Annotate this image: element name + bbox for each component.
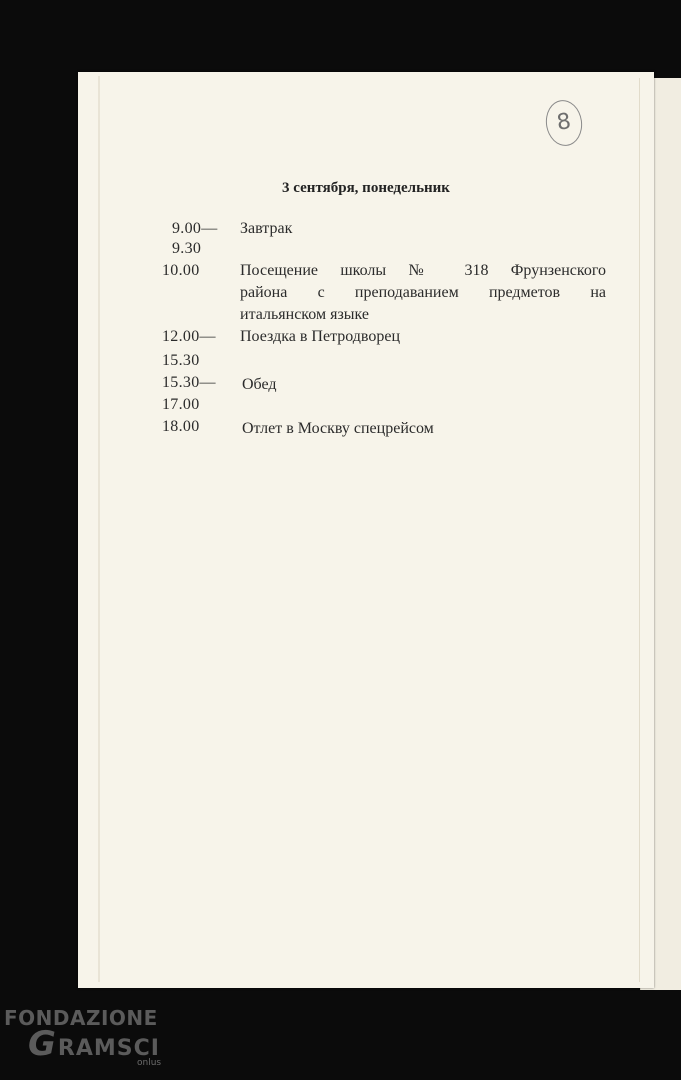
schedule-activity: Обед — [242, 376, 277, 393]
page-heading: 3 сентября, понедельник — [282, 180, 450, 196]
logo-line-1: FONDAZIONE — [4, 1006, 158, 1030]
page-fold — [98, 76, 100, 982]
fondazione-gramsci-logo — [4, 1006, 162, 1068]
schedule-time-start: 9.00— — [172, 220, 218, 237]
schedule-activity: Отлет в Москву спецрейсом — [242, 420, 434, 437]
page-edge — [639, 78, 640, 982]
schedule-activity: Завтрак — [240, 220, 293, 237]
schedule-time-end: 15.30 — [162, 352, 200, 369]
schedule-activity: итальянском языке — [240, 306, 369, 323]
schedule-activity: Посещение школы № 318 Фрунзенского — [240, 262, 606, 279]
schedule-time-end: 9.30 — [172, 240, 202, 257]
logo-line-2-text: RAMSCI — [57, 1036, 160, 1061]
handwritten-page-number: 8 — [543, 98, 585, 149]
schedule-time-start: 10.00 — [162, 262, 200, 279]
schedule-time-start: 18.00 — [162, 418, 200, 435]
logo-tagline: onlus — [137, 1058, 162, 1068]
logo-initial: G — [28, 1024, 57, 1064]
schedule-time-start: 15.30— — [162, 374, 216, 391]
schedule-time-start: 12.00— — [162, 328, 216, 345]
schedule-time-end: 17.00 — [162, 396, 200, 413]
document-page — [78, 72, 654, 988]
schedule-activity: района с преподаванием предметов на — [240, 284, 606, 301]
schedule-activity: Поездка в Петродворец — [240, 328, 401, 345]
